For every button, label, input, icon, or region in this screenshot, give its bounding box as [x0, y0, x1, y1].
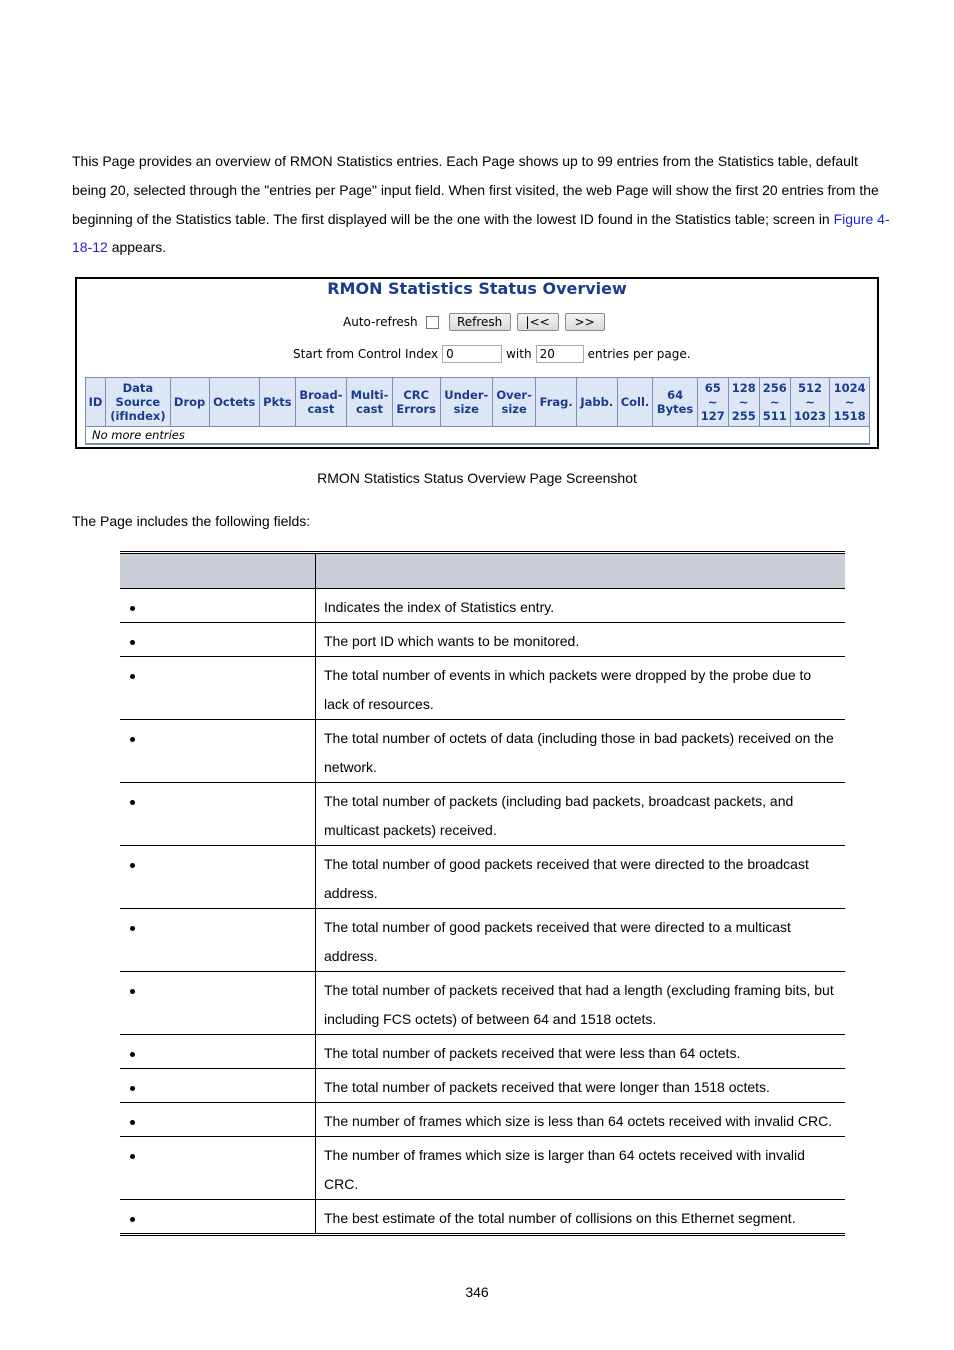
object-header — [120, 553, 316, 589]
column-header-line: size — [453, 402, 479, 416]
column-header-line: (ifIndex) — [110, 409, 166, 423]
with-label: with — [506, 347, 532, 361]
field-row — [120, 1035, 845, 1069]
field-object-cell — [120, 589, 316, 623]
bullet-icon — [130, 674, 135, 679]
column-header — [347, 378, 393, 427]
intro-paragraph — [72, 147, 892, 262]
field-description: The total number of octets of data (including those in bad packets) received on the network. — [316, 720, 846, 783]
bullet-icon — [130, 1086, 135, 1091]
page-number: 346 — [465, 1284, 489, 1300]
field-row — [120, 972, 845, 1035]
auto-refresh-label: Auto-refresh — [343, 315, 418, 329]
column-header — [392, 378, 440, 427]
column-header-line: Bytes — [656, 402, 694, 416]
column-header-line: CRC — [403, 388, 430, 402]
column-header-line: 511 — [762, 409, 787, 423]
empty-row — [86, 427, 870, 445]
column-header-line: Octets — [213, 395, 256, 409]
auto-refresh-checkbox[interactable] — [426, 316, 439, 329]
field-description: The total number of packets received that were longer than 1518 octets. — [316, 1069, 846, 1103]
start-index-label: Start from Control Index — [293, 347, 439, 361]
bullet-icon — [130, 926, 135, 931]
field-description: The total number of events in which packets were dropped by the probe due to lack of resources. — [316, 657, 846, 720]
field-description: The total number of good packets received that were directed to a multicast address. — [316, 909, 846, 972]
column-header — [697, 378, 728, 427]
column-header-line: 128 — [731, 381, 756, 395]
field-row — [120, 1103, 845, 1137]
column-header-line: Drop — [173, 395, 206, 409]
field-description: The port ID which wants to be monitored. — [316, 623, 846, 657]
column-header-line: ID — [88, 395, 103, 409]
field-row — [120, 909, 845, 972]
column-header-line: Coll. — [620, 395, 650, 409]
column-header-line: 65 — [704, 381, 721, 395]
column-header — [440, 378, 492, 427]
field-object-cell — [120, 783, 316, 846]
figure-link[interactable]: Figure 4-18-12 — [72, 210, 890, 256]
entries-per-page-input[interactable] — [536, 345, 584, 363]
bullet-icon — [130, 800, 135, 805]
bullet-icon — [130, 737, 135, 742]
column-header — [617, 378, 653, 427]
column-header — [260, 378, 296, 427]
field-row — [120, 846, 845, 909]
column-header — [295, 378, 346, 427]
field-row — [120, 623, 845, 657]
field-row — [120, 783, 845, 846]
field-row — [120, 589, 845, 623]
column-header-line: cast — [307, 402, 335, 416]
column-header-line: ~ — [769, 395, 780, 409]
column-header-line: ~ — [844, 395, 855, 409]
column-header-line: Errors — [396, 402, 437, 416]
column-header-line: 1023 — [794, 409, 827, 423]
field-object-cell — [120, 1200, 316, 1235]
bullet-icon — [130, 1052, 135, 1057]
column-header-line: ~ — [738, 395, 749, 409]
column-header-line: 512 — [798, 381, 823, 395]
field-description: The total number of packets received that had a length (excluding framing bits, but including FCS octets) of between 64 and 1518 octets. — [316, 972, 846, 1035]
column-header-line: Over- — [496, 388, 532, 402]
no-entries-cell: No more entries — [86, 427, 870, 445]
fields-table — [120, 551, 845, 1236]
intro-tail: appears. — [107, 239, 167, 256]
field-object-cell — [120, 623, 316, 657]
column-header-line: 64 — [667, 388, 684, 402]
column-header-line: Broad- — [299, 388, 343, 402]
field-row — [120, 720, 845, 783]
field-object-cell — [120, 846, 316, 909]
column-header-line: ~ — [805, 395, 815, 409]
bullet-icon — [130, 863, 135, 868]
field-description: The total number of packets (including bad packets, broadcast packets, and multicast packets) received. — [316, 783, 846, 846]
bullet-icon — [130, 606, 135, 611]
description-header — [316, 553, 846, 589]
column-header — [577, 378, 617, 427]
intro-text: This Page provides an overview of RMON Statistics entries. Each Page shows up to 99 entries from the Statistics table, default being 20, selected through the "entries per Page" input field. When first visited, the web Page will show the first 20 entries from the beginning of the Statistics table. The first displayed will be the one with the lowest ID found in the Statistics table; screen in — [72, 153, 879, 227]
bullet-icon — [130, 1217, 135, 1222]
field-object-cell — [120, 657, 316, 720]
field-description: The total number of packets received that were less than 64 octets. — [316, 1035, 846, 1069]
column-header-line: 255 — [731, 409, 756, 423]
column-header-line: 1024 — [833, 381, 866, 395]
field-row — [120, 657, 845, 720]
column-header-line: Data — [122, 381, 154, 395]
screenshot-frame — [75, 277, 879, 449]
bullet-icon — [130, 1154, 135, 1159]
field-object-cell — [120, 1069, 316, 1103]
screenshot-title: RMON Statistics Status Overview — [327, 279, 627, 298]
column-header — [492, 378, 535, 427]
fields-header-row — [120, 553, 845, 589]
column-header — [86, 378, 106, 427]
field-object-cell — [120, 720, 316, 783]
field-row — [120, 1137, 845, 1200]
field-description: The number of frames which size is larger than 64 octets received with invalid CRC. — [316, 1137, 846, 1200]
first-page-button[interactable]: |<< — [517, 313, 559, 331]
field-object-cell — [120, 972, 316, 1035]
column-header — [728, 378, 759, 427]
column-header — [759, 378, 790, 427]
field-description: The best estimate of the total number of collisions on this Ethernet segment. — [316, 1200, 846, 1235]
column-header-line: Pkts — [263, 395, 292, 409]
column-header-line: 127 — [700, 409, 725, 423]
field-object-cell — [120, 1035, 316, 1069]
refresh-button[interactable]: Refresh — [449, 313, 511, 331]
field-object-cell — [120, 909, 316, 972]
bullet-icon — [130, 989, 135, 994]
column-header-line: Frag. — [539, 395, 573, 409]
column-header-line: ~ — [707, 395, 718, 409]
figure-caption: RMON Statistics Status Overview Page Screenshot — [317, 470, 637, 486]
column-header-line: 256 — [762, 381, 787, 395]
entries-per-page-label: entries per page. — [587, 347, 691, 361]
fields-intro: The Page includes the following fields: — [72, 513, 311, 529]
field-object-cell — [120, 1137, 316, 1200]
paging-controls — [293, 344, 691, 364]
start-index-input[interactable] — [442, 345, 502, 363]
field-description: Indicates the index of Statistics entry. — [316, 589, 846, 623]
statistics-table — [85, 377, 870, 445]
column-header — [170, 378, 209, 427]
column-header-line: 1518 — [833, 409, 866, 423]
bullet-icon — [130, 1120, 135, 1125]
statistics-header-row — [86, 378, 870, 427]
column-header-line: Source — [115, 395, 161, 409]
column-header-line: cast — [356, 402, 383, 416]
field-object-cell — [120, 1103, 316, 1137]
column-header-line: Under- — [444, 388, 489, 402]
column-header — [653, 378, 697, 427]
column-header — [830, 378, 870, 427]
column-header-line: Multi- — [350, 388, 389, 402]
column-header — [209, 378, 259, 427]
column-header-line: Jabb. — [580, 395, 614, 409]
refresh-controls — [343, 311, 605, 333]
column-header — [790, 378, 830, 427]
field-row — [120, 1200, 845, 1235]
field-description: The number of frames which size is less than 64 octets received with invalid CRC. — [316, 1103, 846, 1137]
column-header — [106, 378, 171, 427]
column-header-line: size — [501, 402, 527, 416]
next-page-button[interactable]: >> — [565, 313, 605, 331]
column-header — [536, 378, 577, 427]
field-row — [120, 1069, 845, 1103]
field-description: The total number of good packets received that were directed to the broadcast address. — [316, 846, 846, 909]
bullet-icon — [130, 640, 135, 645]
